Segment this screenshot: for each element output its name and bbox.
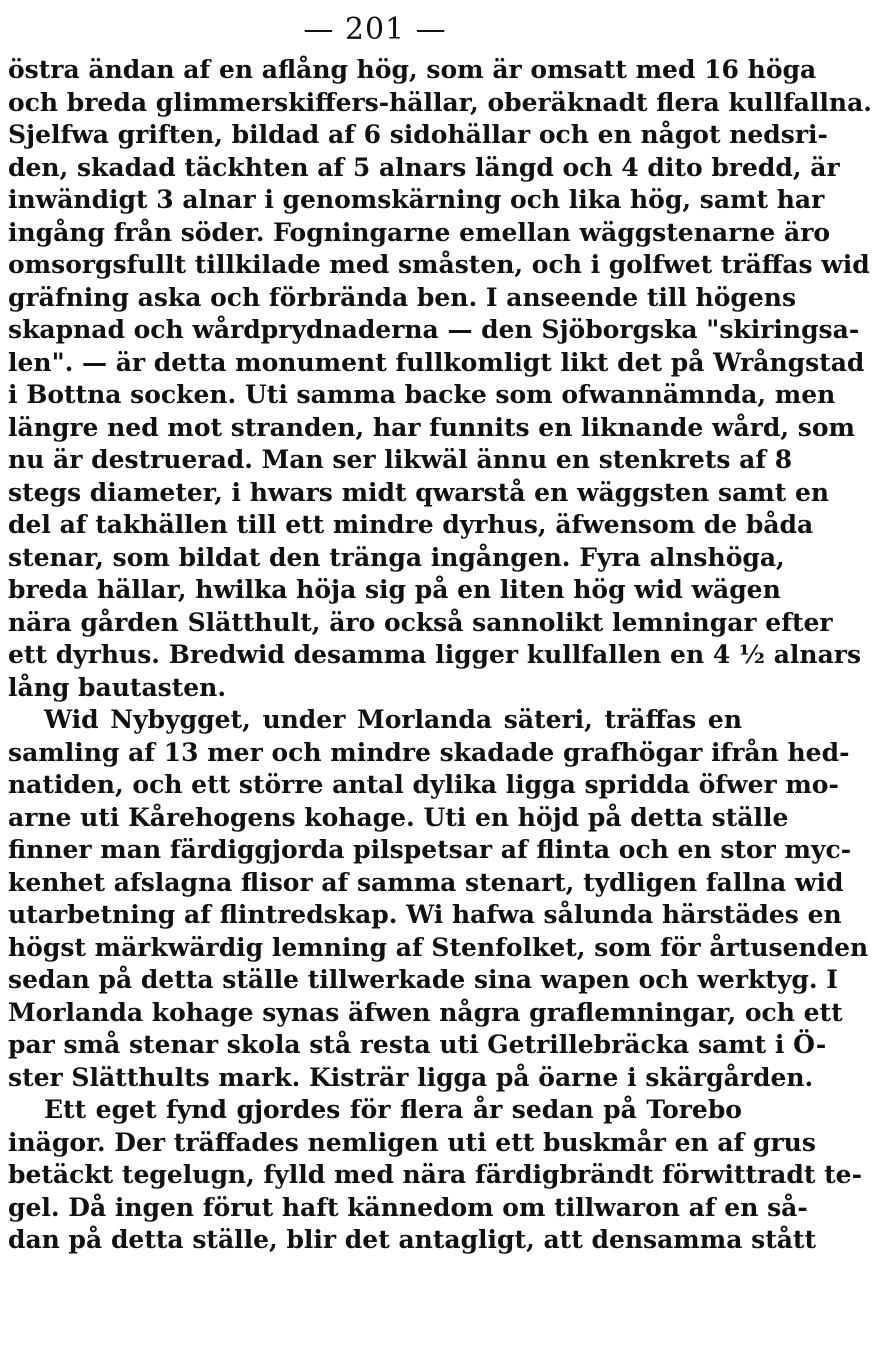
text-line: skapnad och wårdprydnaderna — den Sjöborgska "skiringsa- xyxy=(8,315,860,344)
text-line: inägor. Der träffades nemligen uti ett buskmår en af grus xyxy=(8,1127,816,1157)
text-line: gräfning aska och förbrända ben. I anseende till högens xyxy=(8,282,797,312)
text-line: längre ned mot stranden, har funnits en liknande wård, som xyxy=(8,412,855,442)
text-line: utarbetning af flintredskap. Wi hafwa sålunda härstädes en xyxy=(8,900,842,929)
body-text xyxy=(8,54,872,1257)
text-line: arne uti Kårehogens kohage. Uti en höjd på detta ställe xyxy=(8,802,789,832)
text-line: östra ändan af en aflång hög, som är omsatt med 16 höga xyxy=(8,55,817,84)
text-line: betäckt tegelugn, fylld med nära färdigbrändt förwittradt te- xyxy=(8,1160,862,1189)
text-line: högst märkwärdig lemning af Stenfolket, som för årtusenden xyxy=(8,932,869,962)
text-line: Wid Nybygget, under Morlanda säteri, träffas en xyxy=(44,705,742,734)
text-line: och breda glimmerskiffers-hällar, oberäknadt flera kullfallna. xyxy=(8,87,872,117)
text-line: stenar, som bildat den tränga ingången. Fyra alnshöga, xyxy=(8,542,785,572)
text-line: i Bottna socken. Uti samma backe som ofwannämnda, men xyxy=(8,380,836,409)
text-line: Morlanda kohage synas äfwen några graflemningar, och ett xyxy=(8,997,843,1027)
text-line: lång bautasten. xyxy=(8,672,227,702)
text-line: par små stenar skola stå resta uti Getrillebräcka samt i Ö- xyxy=(8,1030,827,1059)
text-line: finner man färdiggjorda pilspetsar af flinta och en stor myc- xyxy=(8,835,852,864)
text-line: den, skadad täckhten af 5 alnars längd och 4 dito bredd, är xyxy=(8,152,840,182)
page-number: — 201 — xyxy=(303,12,447,47)
text-line: ingång från söder. Fogningarne emellan wäggstenarne äro xyxy=(8,217,831,247)
text-line: Sjelfwa griften, bildad af 6 sidohällar och en något nedsri- xyxy=(8,120,828,149)
text-line: omsorgsfullt tillkilade med småsten, och i golfwet träffas wid xyxy=(8,250,870,279)
text-line: natiden, och ett större antal dylika ligga spridda öfwer mo- xyxy=(8,770,839,799)
text-line: nu är destruerad. Man ser likwäl ännu en stenkrets af 8 xyxy=(8,445,793,474)
text-line: ster Slätthults mark. Kisträr ligga på öarne i skärgården. xyxy=(8,1062,814,1092)
text-line: samling af 13 mer och mindre skadade grafhögar ifrån hed- xyxy=(8,737,850,767)
text-line: gel. Då ingen förut haft kännedom om tillwaron af en så- xyxy=(8,1192,808,1222)
text-line: nära gården Slätthult, äro också sannolikt lemningar efter xyxy=(8,607,833,637)
text-line: del af takhällen till ett mindre dyrhus, äfwensom de båda xyxy=(8,510,814,539)
text-line: len". — är detta monument fullkomligt likt det på Wrångstad xyxy=(8,347,865,377)
text-line: Ett eget fynd gjordes för flera år sedan på Torebo xyxy=(44,1095,742,1124)
text-line: sedan på detta ställe tillwerkade sina wapen och werktyg. I xyxy=(8,965,838,994)
text-line: breda hällar, hwilka höja sig på en liten hög wid wägen xyxy=(8,575,781,604)
text-line: kenhet afslagna flisor af samma stenart, tydligen fallna wid xyxy=(8,867,844,897)
text-line: inwändigt 3 alnar i genomskärning och lika hög, samt har xyxy=(8,185,825,214)
text-line: dan på detta ställe, blir det antagligt, att densamma stått xyxy=(8,1225,817,1254)
text-line: stegs diameter, i hwars midt qwarstå en wäggsten samt en xyxy=(8,477,830,507)
text-line: ett dyrhus. Bredwid desamma ligger kullfallen en 4 ½ alnars xyxy=(8,640,862,669)
